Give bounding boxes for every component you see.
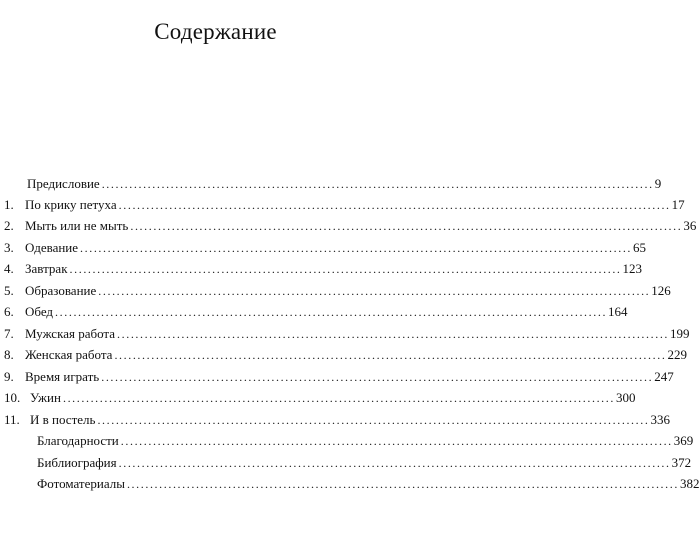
chapter-number: 10. (4, 390, 21, 405)
entry-title: Предисловие (27, 176, 100, 191)
chapter-number: 2. (4, 218, 14, 233)
page-title: Содержание (154, 19, 277, 44)
dot-leader: ........................................................................................................................ (117, 327, 670, 341)
chapter-number: 5. (4, 283, 14, 298)
toc-entry-chapter-6[interactable] (0, 301, 628, 322)
toc-entry-chapter-7[interactable] (0, 323, 690, 344)
page-number: 372 (671, 455, 692, 470)
toc-entry-chapter-8[interactable] (0, 344, 687, 365)
chapter-number: 9. (4, 369, 14, 384)
chapter-number: 3. (4, 240, 14, 255)
toc-entry-chapter-5[interactable] (0, 280, 671, 301)
entry-title: Обед (25, 304, 54, 319)
entry-title: По крику петуха (25, 197, 117, 212)
chapter-number: 8. (4, 347, 14, 362)
dot-leader: ........................................................................................................................ (97, 413, 650, 427)
toc-entry-chapter-2[interactable] (0, 215, 697, 236)
toc-entry-chapter-3[interactable] (0, 237, 647, 258)
chapter-number: 4. (4, 261, 14, 276)
chapter-number: 6. (4, 304, 14, 319)
toc-entry-chapter-9[interactable] (0, 366, 674, 387)
entry-title: Завтрак (25, 261, 68, 276)
dot-leader: ........................................................................................................................ (118, 198, 671, 212)
dot-leader: ........................................................................................................................ (118, 456, 671, 470)
toc-entry-bibliography[interactable] (0, 452, 692, 473)
entry-title: И в постель (30, 412, 96, 427)
page-number: 9 (654, 176, 662, 191)
page-number: 17 (671, 197, 685, 212)
toc-entry-preface[interactable] (0, 173, 662, 194)
dot-leader: ........................................................................................................................ (114, 348, 667, 362)
entry-title: Время играть (25, 369, 100, 384)
entry-title: Благодарности (37, 433, 119, 448)
page-number: 199 (670, 326, 690, 341)
chapter-number: 7. (4, 326, 14, 341)
toc-entry-chapter-1[interactable] (0, 194, 685, 215)
dot-leader: ........................................................................................................................ (126, 477, 679, 491)
toc-entry-acknowledgements[interactable] (0, 430, 694, 451)
page-number: 382 (679, 476, 699, 491)
page-number: 164 (608, 304, 628, 319)
toc-entry-photo-credits[interactable] (0, 473, 699, 494)
page-number: 126 (651, 283, 671, 298)
entry-title: Библиография (37, 455, 117, 470)
page-number: 229 (667, 347, 687, 362)
entry-title: Фотоматериалы (37, 476, 125, 491)
entry-title: Одевание (25, 240, 79, 255)
dot-leader: ........................................................................................................................ (69, 262, 622, 276)
toc-entry-chapter-4[interactable] (0, 258, 643, 279)
dot-leader: ........................................................................................................................ (130, 219, 683, 233)
page-number: 247 (654, 369, 674, 384)
dot-leader: ........................................................................................................................ (62, 391, 615, 405)
chapter-number: 11. (4, 412, 20, 427)
page-number: 369 (673, 433, 694, 448)
entry-title: Мыть или не мыть (25, 218, 129, 233)
chapter-number: 1. (4, 197, 14, 212)
entry-title: Женская работа (25, 347, 113, 362)
page-number: 123 (622, 261, 643, 276)
dot-leader: ........................................................................................................................ (55, 305, 608, 319)
dot-leader: ........................................................................................................................ (80, 241, 633, 255)
dot-leader: ........................................................................................................................ (120, 434, 673, 448)
dot-leader: ........................................................................................................................ (101, 177, 654, 191)
dot-leader: ........................................................................................................................ (101, 370, 654, 384)
page-number: 36 (683, 218, 697, 233)
entry-title: Мужская работа (25, 326, 116, 341)
entry-title: Ужин (30, 390, 61, 405)
toc-entry-chapter-10[interactable] (0, 387, 636, 408)
toc-entry-chapter-11[interactable] (0, 409, 670, 430)
page-number: 300 (615, 390, 636, 405)
entry-title: Образование (25, 283, 97, 298)
dot-leader: ........................................................................................................................ (98, 284, 651, 298)
page-number: 336 (650, 412, 670, 427)
page-number: 65 (633, 240, 647, 255)
